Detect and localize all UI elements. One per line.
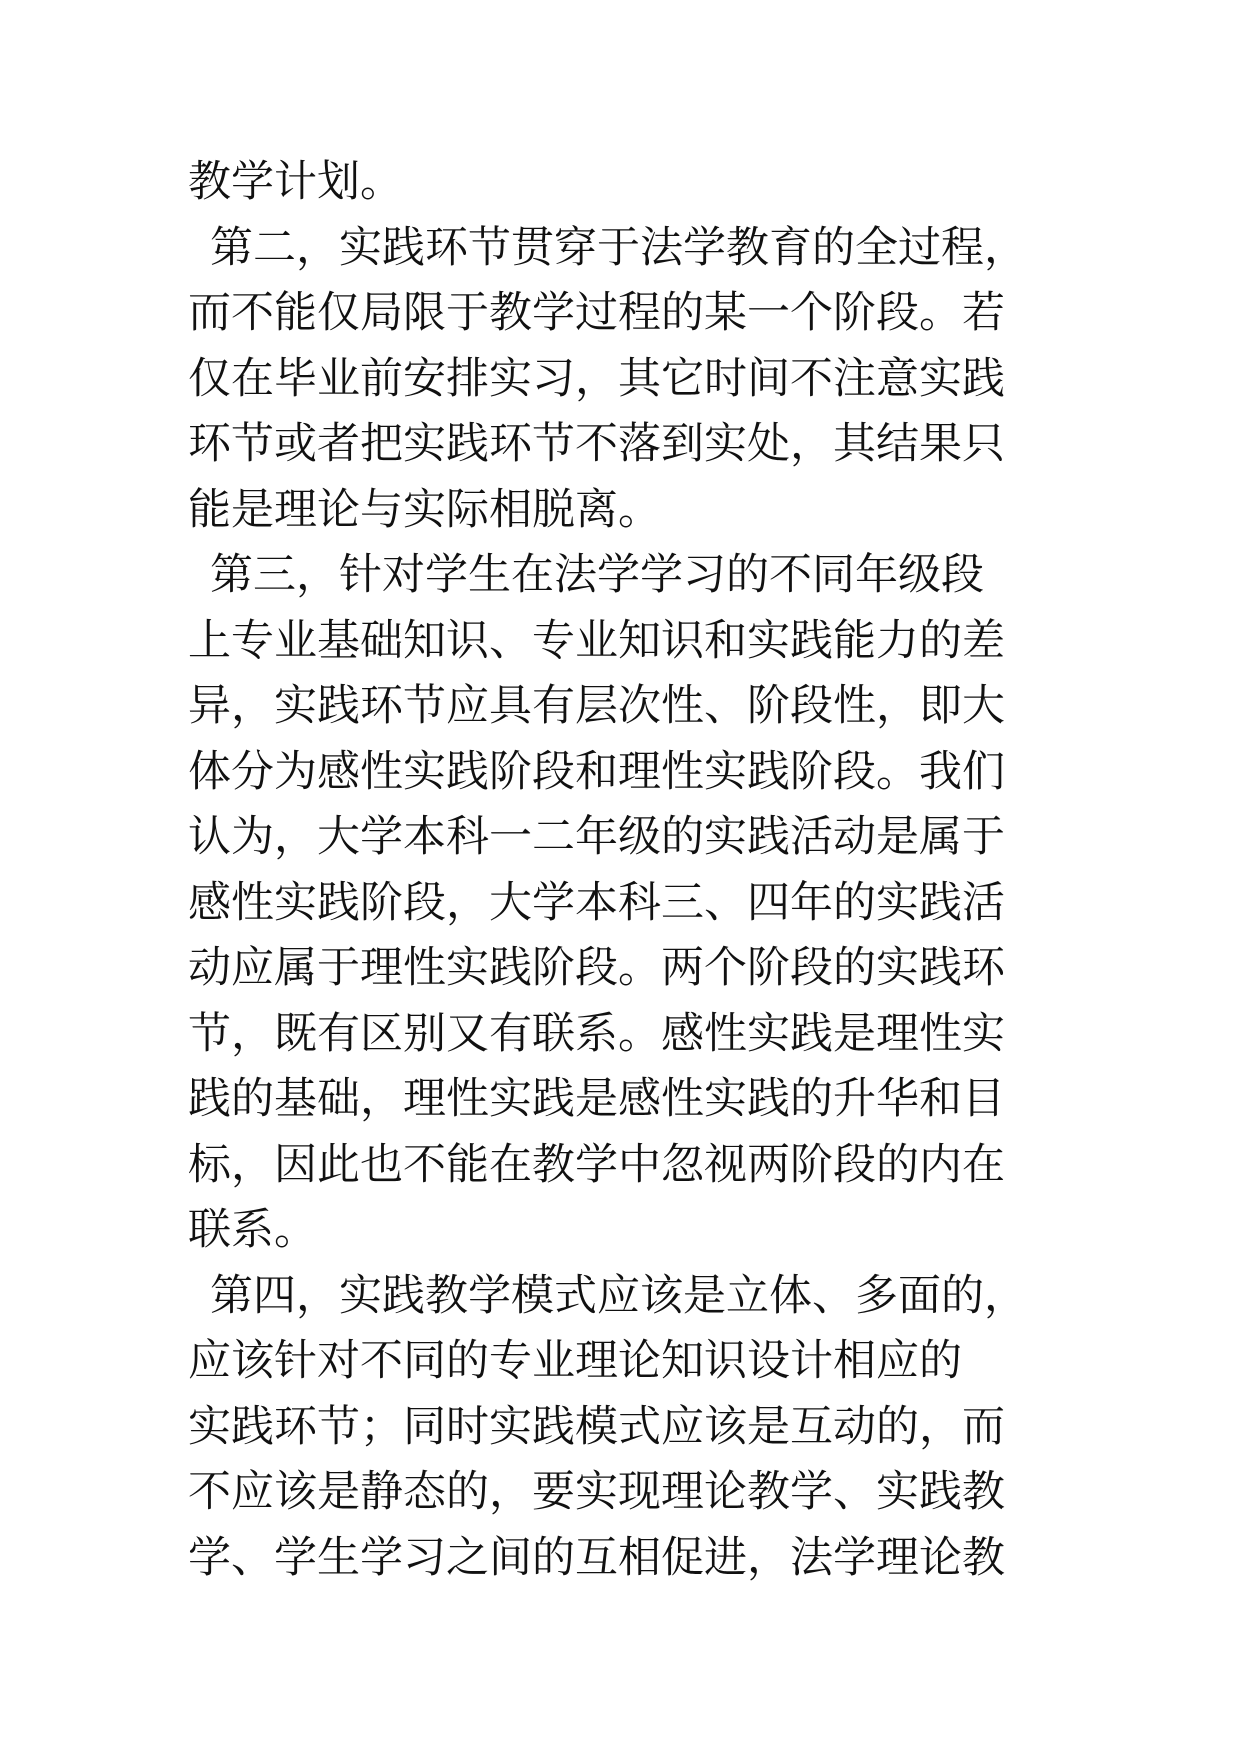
paragraph-start-line: 第三，针对学生在法学学习的不同年级段 bbox=[210, 550, 984, 600]
text-line: 应该针对不同的专业理论知识设计相应的 bbox=[188, 1336, 962, 1386]
text-line: 标，因此也不能在教学中忽视两阶段的内在 bbox=[188, 1139, 1005, 1190]
text-line: 而不能仅局限于教学过程的某一个阶段。若 bbox=[188, 288, 1005, 338]
text-line: 体分为感性实践阶段和理性实践阶段。我们 bbox=[188, 746, 1005, 797]
text-line: 学、学生学习之间的互相促进，法学理论教 bbox=[188, 1532, 1005, 1583]
text-line: 动应属于理性实践阶段。两个阶段的实践环 bbox=[188, 943, 1005, 993]
paragraph-start-line: 第二，实践环节贯穿于法学教育的全过程， bbox=[210, 222, 1027, 273]
text-line: 仅在毕业前安排实习，其它时间不注意实践 bbox=[188, 353, 1005, 404]
text-line: 实践环节；同时实践模式应该是互动的，而 bbox=[188, 1401, 1005, 1452]
text-line: 不应该是静态的，要实现理论教学、实践教 bbox=[188, 1467, 1005, 1517]
body-text bbox=[188, 150, 1088, 1591]
text-line: 认为，大学本科一二年级的实践活动是属于 bbox=[188, 812, 1005, 862]
text-line: 节，既有区别又有联系。感性实践是理性实 bbox=[188, 1008, 1005, 1059]
text-line: 上专业基础知识、专业知识和实践能力的差 bbox=[188, 615, 1005, 666]
text-line: 异，实践环节应具有层次性、阶段性，即大 bbox=[188, 681, 1005, 731]
paragraph-start-line: 第四，实践教学模式应该是立体、多面的， bbox=[210, 1270, 1027, 1321]
text-line: 联系。 bbox=[188, 1205, 317, 1255]
text-line: 教学计划。 bbox=[188, 157, 403, 207]
text-line: 环节或者把实践环节不落到实处，其结果只 bbox=[188, 419, 1005, 469]
text-line: 践的基础，理性实践是感性实践的升华和目 bbox=[188, 1074, 1005, 1124]
text-line: 感性实践阶段，大学本科三、四年的实践活 bbox=[188, 877, 1005, 928]
text-line: 能是理论与实际相脱离。 bbox=[188, 484, 661, 535]
